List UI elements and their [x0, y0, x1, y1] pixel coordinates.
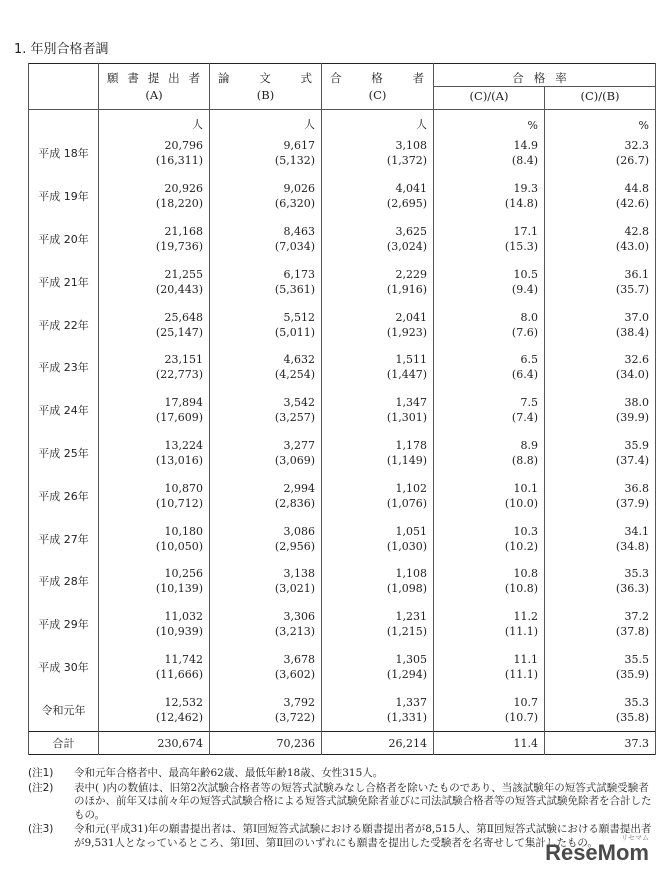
year-cell: 平成 22年 — [29, 303, 99, 346]
total-cell: 37.3 — [545, 732, 656, 755]
value-cell: 3,792 (3,722) — [210, 688, 322, 731]
header-applicants: 願 書 提 出 者 (A) — [99, 64, 210, 110]
total-cell: 230,674 — [99, 732, 210, 755]
header-char: 出 — [168, 71, 181, 85]
value-cell: 36.1 (35.7) — [545, 260, 656, 303]
value-cell: 19.3 (14.8) — [434, 175, 545, 218]
year-cell: 平成 19年 — [29, 175, 99, 218]
resemom-logo: ReseMom — [545, 840, 649, 865]
value-cell: 3,678 (3,602) — [210, 646, 322, 689]
value-cell: 8,463 (7,034) — [210, 218, 322, 261]
value-cell: 1,108 (1,098) — [322, 560, 434, 603]
value-cell: 35.3 (35.8) — [545, 688, 656, 731]
value-cell: 10,256 (10,139) — [99, 560, 210, 603]
value-cell: 1,051 (1,030) — [322, 517, 434, 560]
value-cell: 9,617 (5,132) — [210, 132, 322, 175]
header-char: 合 — [330, 71, 343, 85]
value-cell: 1,347 (1,301) — [322, 389, 434, 432]
value-cell: 1,231 (1,215) — [322, 603, 434, 646]
header-char: 書 — [127, 71, 140, 85]
value-cell: 10,870 (10,712) — [99, 474, 210, 517]
value-cell: 12,532 (12,462) — [99, 688, 210, 731]
value-cell: 6,173 (5,361) — [210, 260, 322, 303]
year-cell: 令和元年 — [29, 688, 99, 731]
value-cell: 32.3 (26.7) — [545, 132, 656, 175]
value-cell: 11.2 (11.1) — [434, 603, 545, 646]
value-cell: 25,648 (25,147) — [99, 303, 210, 346]
value-cell: 1,178 (1,149) — [322, 432, 434, 475]
value-cell: 2,994 (2,836) — [210, 474, 322, 517]
year-cell: 平成 23年 — [29, 346, 99, 389]
value-cell: 4,041 (2,695) — [322, 175, 434, 218]
value-cell: 3,625 (3,024) — [322, 218, 434, 261]
value-cell: 44.8 (42.6) — [545, 175, 656, 218]
value-cell: 17,894 (17,609) — [99, 389, 210, 432]
table-row — [29, 260, 656, 303]
total-row — [29, 732, 656, 755]
value-cell: 11,032 (10,939) — [99, 603, 210, 646]
value-cell: 21,255 (20,443) — [99, 260, 210, 303]
value-cell: 11.1 (11.1) — [434, 646, 545, 689]
table-row — [29, 303, 656, 346]
table-row — [29, 646, 656, 689]
value-cell: 1,511 (1,447) — [322, 346, 434, 389]
table-row — [29, 175, 656, 218]
value-cell: 3,108 (1,372) — [322, 132, 434, 175]
year-cell: 平成 30年 — [29, 646, 99, 689]
value-cell: 7.5 (7.4) — [434, 389, 545, 432]
table-row — [29, 474, 656, 517]
corner-cell — [29, 64, 99, 110]
value-cell: 14.9 (8.4) — [434, 132, 545, 175]
total-cell: 11.4 — [434, 732, 545, 755]
value-cell: 11,742 (11,666) — [99, 646, 210, 689]
value-cell: 10.3 (10.2) — [434, 517, 545, 560]
value-cell: 21,168 (19,736) — [99, 218, 210, 261]
year-cell: 平成 26年 — [29, 474, 99, 517]
value-cell: 17.1 (15.3) — [434, 218, 545, 261]
value-cell: 20,796 (16,311) — [99, 132, 210, 175]
table-row — [29, 603, 656, 646]
value-cell: 1,305 (1,294) — [322, 646, 434, 689]
logo-subtext: リセマム — [621, 835, 649, 842]
value-cell: 6.5 (6.4) — [434, 346, 545, 389]
table-row — [29, 132, 656, 175]
units-row: 人 人 人 % % — [29, 110, 656, 133]
note-item: (注3) 令和元(平成31)年の願書提出者は、第Ⅰ回短答式試験における願書提出者が8,515人、第Ⅱ回短答式試験における願書提出者が9,531人となっているところ、第Ⅰ回、第Ⅱ回のいずれにも願書を提出した受験者を名寄せして集計したもの。 — [28, 823, 652, 849]
page-title: 1. 年別合格者調 — [14, 42, 109, 57]
value-cell: 10.5 (9.4) — [434, 260, 545, 303]
value-cell: 4,632 (4,254) — [210, 346, 322, 389]
value-cell: 3,138 (3,021) — [210, 560, 322, 603]
header-char: 式 — [300, 71, 313, 85]
value-cell: 3,277 (3,069) — [210, 432, 322, 475]
value-cell: 8.0 (7.6) — [434, 303, 545, 346]
year-cell: 平成 28年 — [29, 560, 99, 603]
year-cell: 平成 27年 — [29, 517, 99, 560]
value-cell: 38.0 (39.9) — [545, 389, 656, 432]
table-row — [29, 688, 656, 731]
value-cell: 10.1 (10.0) — [434, 474, 545, 517]
results-table — [28, 63, 656, 755]
value-cell: 36.8 (37.9) — [545, 474, 656, 517]
value-cell: 5,512 (5,011) — [210, 303, 322, 346]
value-cell: 42.8 (43.0) — [545, 218, 656, 261]
header-char: 格 — [371, 71, 384, 85]
total-cell: 70,236 — [210, 732, 322, 755]
table-row — [29, 389, 656, 432]
value-cell: 2,041 (1,923) — [322, 303, 434, 346]
year-cell: 平成 21年 — [29, 260, 99, 303]
value-cell: 37.2 (37.8) — [545, 603, 656, 646]
value-cell: 3,542 (3,257) — [210, 389, 322, 432]
value-cell: 1,102 (1,076) — [322, 474, 434, 517]
value-cell: 35.3 (36.3) — [545, 560, 656, 603]
value-cell: 3,086 (2,956) — [210, 517, 322, 560]
note-item: (注1) 令和元年合格者中、最高年齢62歳、最低年齢18歳、女性315人。 — [28, 767, 384, 779]
header-char: 者 — [412, 71, 425, 85]
value-cell: 35.5 (35.9) — [545, 646, 656, 689]
value-cell: 13,224 (13,016) — [99, 432, 210, 475]
table-row — [29, 218, 656, 261]
table-row — [29, 517, 656, 560]
value-cell: 32.6 (34.0) — [545, 346, 656, 389]
header-char: 願 — [107, 71, 120, 85]
year-cell: 平成 29年 — [29, 603, 99, 646]
value-cell: 37.0 (38.4) — [545, 303, 656, 346]
value-cell: 10.8 (10.8) — [434, 560, 545, 603]
table-row — [29, 432, 656, 475]
value-cell: 23,151 (22,773) — [99, 346, 210, 389]
value-cell: 1,337 (1,331) — [322, 688, 434, 731]
value-cell: 20,926 (18,220) — [99, 175, 210, 218]
value-cell: 10.7 (10.7) — [434, 688, 545, 731]
header-char: 者 — [188, 71, 201, 85]
header-char: 論 — [218, 71, 231, 85]
footnotes — [28, 767, 658, 851]
year-cell: 平成 18年 — [29, 132, 99, 175]
total-label: 合計 — [29, 732, 99, 755]
year-cell: 平成 24年 — [29, 389, 99, 432]
header-essay: 論 文 式 (B) — [210, 64, 322, 110]
note-item: (注2) 表中( )内の数値は、旧第2次試験合格者等の短答式試験みなし合格者を除いたものであり、当該試験年の短答式試験受験者のほか、前年又は前々年の短答式試験合格による短答式試験免除者並びに司法試験合格者等の短答式試験免除者を合計したもの。 — [28, 781, 652, 821]
header-passers: 合 格 者 (C) — [322, 64, 434, 110]
year-cell: 平成 20年 — [29, 218, 99, 261]
value-cell: 2,229 (1,916) — [322, 260, 434, 303]
table-row — [29, 346, 656, 389]
table-row — [29, 560, 656, 603]
value-cell: 10,180 (10,050) — [99, 517, 210, 560]
value-cell: 35.9 (37.4) — [545, 432, 656, 475]
value-cell: 9,026 (6,320) — [210, 175, 322, 218]
year-cell: 平成 25年 — [29, 432, 99, 475]
value-cell: 34.1 (34.8) — [545, 517, 656, 560]
header-pass-rate: 合格率 — [434, 64, 656, 87]
header-char: 提 — [147, 71, 161, 85]
value-cell: 3,306 (3,213) — [210, 603, 322, 646]
value-cell: 8.9 (8.8) — [434, 432, 545, 475]
header-rate-cb: (C)/(B) — [545, 87, 656, 110]
header-rate-ca: (C)/(A) — [434, 87, 545, 110]
header-char: 文 — [259, 71, 272, 85]
total-cell: 26,214 — [322, 732, 434, 755]
